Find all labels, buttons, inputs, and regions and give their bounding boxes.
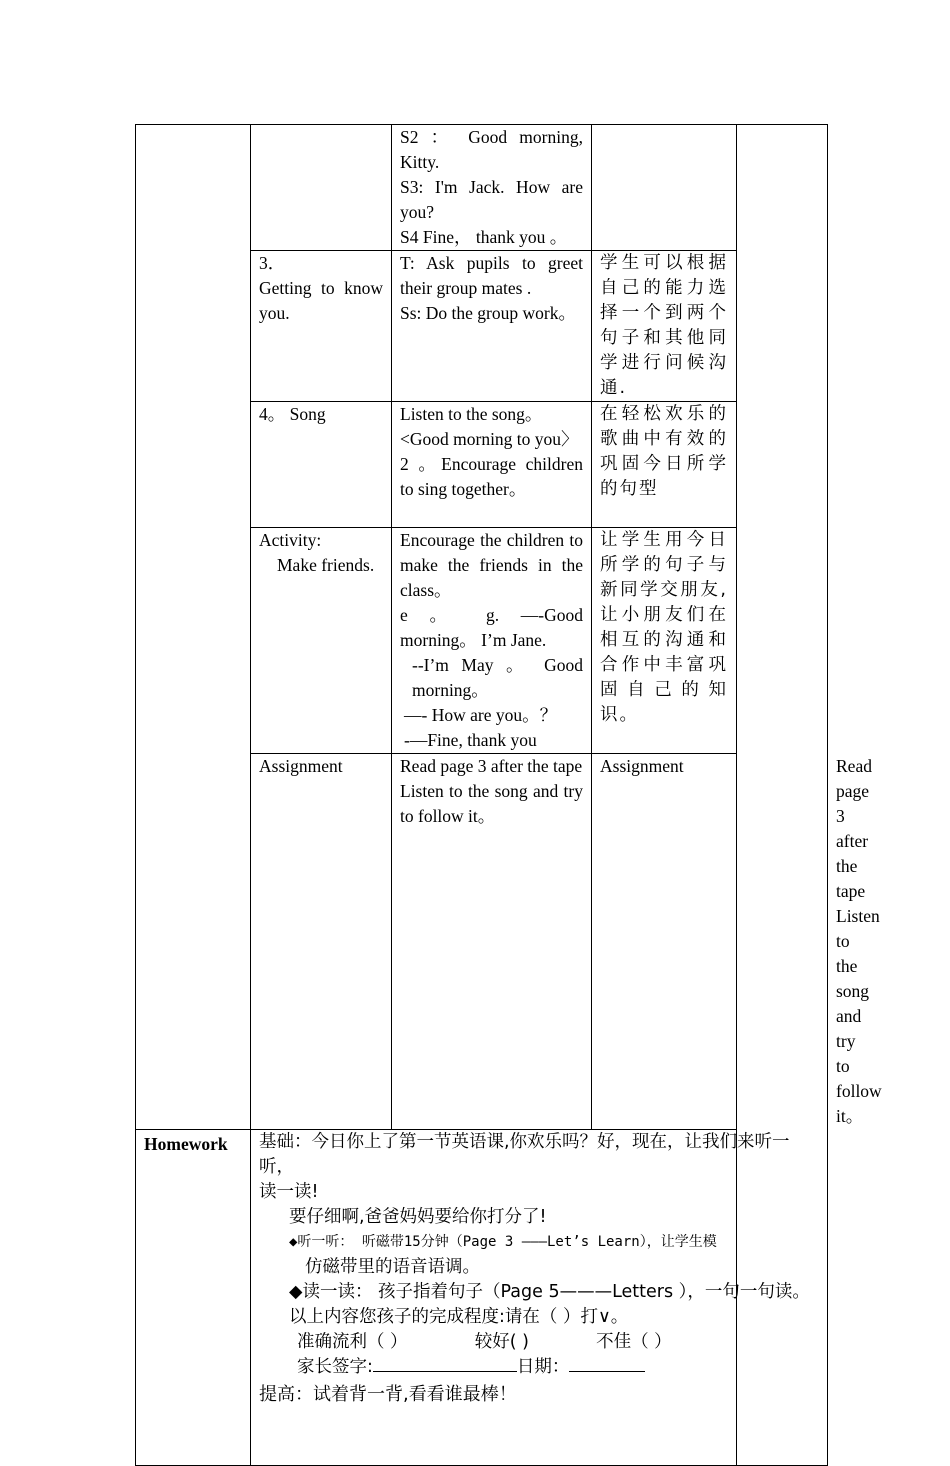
homework-line: 要仔细啊,爸爸妈妈要给你打分了! <box>289 1207 547 1227</box>
content-cell <box>392 528 592 754</box>
table-row <box>136 125 828 251</box>
content-line: e 。 g. —-Good morning。 I’m Jane. <box>400 605 583 650</box>
date-blank <box>569 1355 645 1372</box>
step-cell <box>251 528 392 754</box>
signature-blank <box>373 1355 517 1372</box>
signature-line <box>259 1355 819 1380</box>
homework-line: 基础：今日你上了第一节英语课,你欢乐吗？好，现在，让我们来听一听， <box>259 1132 790 1177</box>
homework-row <box>136 1130 828 1466</box>
content-line: -—Fine, thank you <box>404 730 537 750</box>
homework-label <box>136 1130 251 1466</box>
lesson-plan-table <box>135 124 882 1466</box>
step-title: Getting to know you. <box>259 278 383 323</box>
content-cell: Assignment <box>592 754 737 1130</box>
dialogue-line: S3: I'm Jack. How are you? <box>400 177 583 222</box>
step-cell <box>251 251 392 402</box>
stage-cell <box>136 125 251 1130</box>
advanced-line: 提高：试着背一背,看看谁最棒！ <box>259 1384 517 1405</box>
content-line: 2 。Encourage children to sing together。 <box>400 454 583 499</box>
content-line: <Good morning to you〉 <box>400 429 579 449</box>
step-cell: 4。 Song <box>251 402 392 528</box>
rating-option-poor: 不佳（ ） <box>596 1332 672 1352</box>
rating-option-good: 较好( ) <box>474 1332 529 1352</box>
dialogue-line: S4 Fine， thank you 。 <box>400 227 568 247</box>
step-cell <box>392 754 592 1130</box>
content-line: Listen to the song。 <box>400 404 543 424</box>
step-number: 3． <box>259 253 286 273</box>
homework-line: ◆听一听： 听磁带15分钟（Page 3 ———Let’s Learn），让学生模 <box>289 1234 717 1250</box>
homework-line: 仿磁带里的语音语调。 <box>305 1257 480 1277</box>
date-label: 日期： <box>516 1357 570 1377</box>
step-title: Activity: <box>259 530 322 550</box>
content-cell <box>392 251 592 402</box>
homework-line: ◆读一读： 孩子指着句子（Page 5———Letters ），一句一句读。 <box>289 1282 810 1302</box>
step-subtitle: Make friends. <box>277 555 375 575</box>
signature-label: 家长签字: <box>297 1357 373 1377</box>
dialogue-line: S2 ： Good morning, Kitty. <box>400 127 583 172</box>
content-line: T: Ask pupils to greet their group mates . <box>400 253 583 298</box>
content-line: Encourage the children to make the friends in the class。 <box>400 530 583 600</box>
purpose-cell: 让学生用今日所学的句子与新同学交朋友,让小朋友们在相互的沟通和合作中丰富巩固自己的知识。 <box>592 528 737 754</box>
content-cell <box>392 402 592 528</box>
rating-option-fluent: 准确流利（ ） <box>297 1332 408 1352</box>
purpose-cell: 学生可以根据自己的能力选择一个到两个句子和其他同学进行问候沟通. <box>592 251 737 402</box>
rating-line <box>259 1330 819 1355</box>
purpose-cell: 在轻松欢乐的歌曲中有效的巩固今日所学的句型 <box>592 402 737 528</box>
homework-line: 读一读! <box>259 1182 319 1202</box>
content-line: --I’m May 。 Good morning。 <box>412 655 583 700</box>
content-line: —- How are you。？ <box>404 705 558 725</box>
homework-content <box>251 1130 828 1466</box>
table-row: Assignment Read page 3 after the tape Listen to the song and try to follow it。 Assignment Read page 3 after the tape Listen to the song and try to follow it。 <box>136 754 828 1130</box>
content-line: Ss: Do the group work。 <box>400 303 576 323</box>
assignment-line: Read page 3 after the tape <box>400 756 583 776</box>
homework-title: Homework <box>144 1134 228 1154</box>
assignment-label: Assignment <box>251 754 392 1130</box>
assignment-line: Listen to the song and try to follow it。 <box>400 781 583 826</box>
step-cell <box>251 125 392 251</box>
content-cell <box>392 125 592 251</box>
homework-line: 以上内容您孩子的完成程度:请在（ ）打∨。 <box>289 1307 629 1327</box>
purpose-cell <box>592 125 737 251</box>
